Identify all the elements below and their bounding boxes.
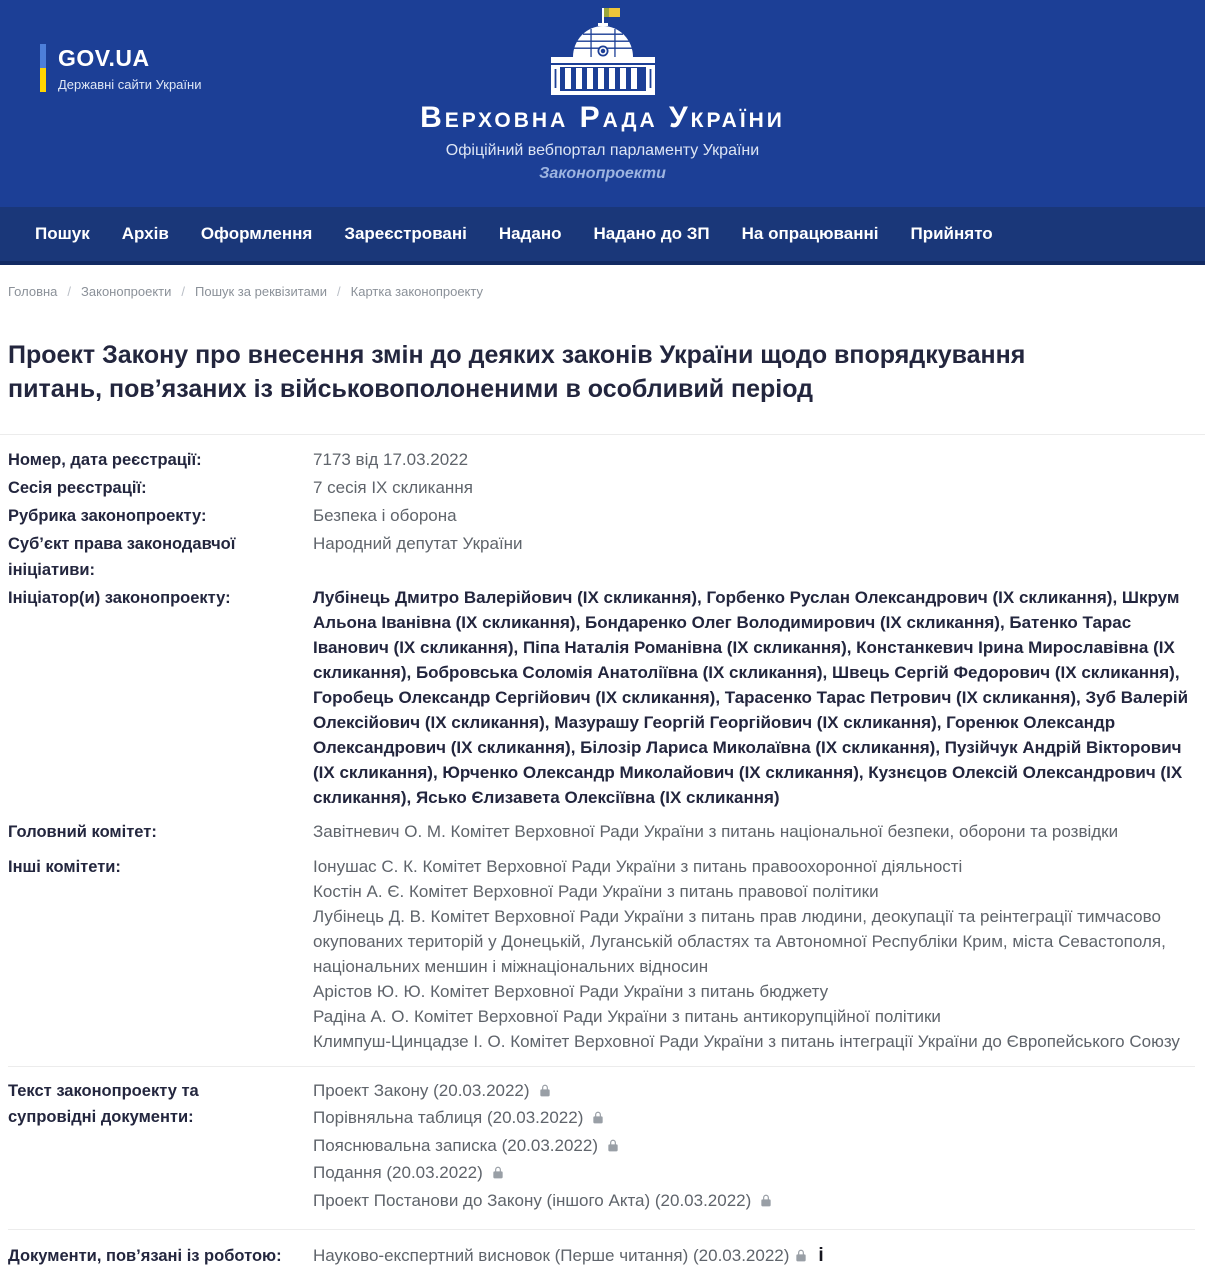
document-link-label: Проект Постанови до Закону (іншого Акта) (20.03.2022): [313, 1190, 752, 1210]
nav-item-arkhiv[interactable]: Архів: [121, 224, 169, 243]
breadcrumb-separator: /: [181, 284, 185, 299]
govua-subtitle: Державні сайти України: [58, 77, 202, 93]
committee-item: Лубінець Д. В. Комітет Верховної Ради України з питань прав людини, деокупації та реінтеграції тимчасово окупованих територій у Донецькій, Луганській областях та Автономної Республіки Крим, міста Севастополя, національних меншин і міжнаціональних відносин: [313, 906, 1166, 976]
row-documents: [8, 1066, 1195, 1217]
document-link-label: Порівняльна таблиця (20.03.2022): [313, 1108, 584, 1127]
lock-icon: [491, 1162, 505, 1188]
committee-item: Костін А. Є. Комітет Верховної Ради України з питань правової політики: [313, 881, 879, 901]
initiators-value: Лубінець Дмитро Валерійович (ІХ скликання), Горбенко Руслан Олександрович (ІХ скликання), Шкрум Альона Іванівна (ІХ скликання), Бондаренко Олег Володимирович (ІХ скликання), Батенко Тарас Іванович (ІХ скликання), Піпа Наталія Романівна (ІХ скликання), Констанкевич Ірина Мирославівна (ІХ скликання), Бобровська Соломія Анатоліївна (ІХ скликання), Швець Сергій Федорович (ІХ скликання), Горобець Олександр Сергійович (ІХ скликання), Тарасенко Тарас Петрович (ІХ скликання), Зуб Валерій Олексійович (ІХ скликання), Мазурашу Георгій Георгійович (ІХ скликання), Горенюк Олександр Олександрович (ІХ скликання), Білозір Лариса Миколаївна (ІХ скликання), Пузійчук Андрій Вікторович (ІХ скликання), Юрченко Олександр Миколайович (ІХ скликання), Кузнєцов Олексій Олександрович (ІХ скликання), Ясько Єлизавета Олексіївна (ІХ скликання): [313, 587, 1189, 807]
lock-icon: [591, 1107, 605, 1133]
related-documents-label: Документи, пов’язані із роботою:: [8, 1247, 282, 1265]
session-value: 7 сесія IX скликання: [313, 477, 473, 497]
committee-item: Радіна А. О. Комітет Верховної Ради України з питань антикорупційної політики: [313, 1006, 941, 1026]
site-header: [0, 0, 1205, 207]
breadcrumb-poshuk-za-rekvizytamy[interactable]: Пошук за реквізитами: [195, 284, 328, 299]
info-icon[interactable]: i: [818, 1245, 824, 1266]
row-rubric: [8, 502, 1195, 530]
document-link[interactable]: [313, 1160, 1195, 1188]
other-committees-list: [313, 854, 1195, 1054]
row-related-documents: [8, 1229, 1195, 1272]
subject-label: Суб’єкт права законодавчої ініціативи:: [8, 534, 236, 579]
row-session: [8, 474, 1195, 502]
subject-value: Народний депутат України: [313, 533, 523, 553]
document-link[interactable]: [313, 1133, 1195, 1161]
breadcrumb-separator: /: [67, 284, 72, 299]
document-link[interactable]: [313, 1188, 1195, 1216]
initiators-label: Ініціатор(и) законопроекту:: [8, 588, 231, 607]
breadcrumb-home[interactable]: Головна: [8, 284, 58, 299]
nav-item-oformlennia[interactable]: Оформлення: [200, 224, 313, 243]
nav-item-nadano[interactable]: Надано: [498, 224, 562, 243]
site-subtitle: Офіційний вебпортал парламенту України: [445, 142, 760, 159]
document-link-label: Проект Закону (20.03.2022): [313, 1080, 530, 1100]
committee-item: Арістов Ю. Ю. Комітет Верховної Ради України з питань бюджету: [313, 981, 829, 1001]
number-value: 7173 від 17.03.2022: [313, 449, 469, 469]
nav-item-nadano-do-zp[interactable]: Надано до ЗП: [593, 224, 710, 243]
section-label[interactable]: Законопроекти: [539, 165, 666, 182]
govua-title: GOV.UA: [58, 45, 150, 71]
breadcrumb-zakonoproekty[interactable]: Законопроекти: [81, 284, 172, 299]
number-label: Номер, дата реєстрації:: [8, 450, 202, 469]
documents-label: Текст законопроекту та супровідні документи:: [8, 1081, 199, 1126]
nav-item-na-opratsiuvanni[interactable]: На опрацюванні: [741, 224, 879, 243]
lock-icon: [794, 1245, 808, 1271]
breadcrumb: [0, 265, 1205, 299]
site-title[interactable]: Верховна Рада України: [420, 101, 785, 134]
document-link-label: Пояснювальна записка (20.03.2022): [313, 1135, 598, 1155]
row-initiators: [8, 584, 1195, 811]
page-title: Проект Закону про внесення змін до деяких законів України щодо впорядкування питань, пов’язаних із військовополоненими в особливий період: [8, 341, 1026, 403]
row-subject: [8, 530, 1195, 584]
row-main-committee: [8, 818, 1195, 846]
lock-icon: [538, 1080, 552, 1106]
related-document-link[interactable]: [313, 1243, 1195, 1271]
document-link-label: Подання (20.03.2022): [313, 1163, 483, 1182]
other-committees-label: Інші комітети:: [8, 857, 121, 876]
row-other-committees: [8, 853, 1195, 1055]
document-link-label: Науково-експертний висновок (Перше читання) (20.03.2022): [313, 1246, 790, 1265]
bill-details: [0, 434, 1205, 1280]
related-documents-list: [313, 1243, 1195, 1271]
committee-item: Іонушас С. К. Комітет Верховної Ради України з питань правоохоронної діяльності: [313, 856, 963, 876]
main-committee-value: Завітневич О. М. Комітет Верховної Ради України з питань національної безпеки, оборони та розвідки: [313, 821, 1119, 841]
breadcrumb-separator: /: [337, 284, 341, 299]
session-label: Сесія реєстрації:: [8, 478, 147, 497]
committee-item: Климпуш-Цинцадзе І. О. Комітет Верховної Ради України з питань інтеграції України до Європейського Союзу: [313, 1031, 1180, 1051]
main-nav: [0, 207, 1205, 265]
rubric-value: Безпека і оборона: [313, 505, 457, 525]
row-number: [8, 446, 1195, 474]
breadcrumb-kartka: Картка законопроекту: [350, 284, 483, 299]
parliament-building-icon[interactable]: [548, 5, 658, 97]
rubric-label: Рубрика законопроекту:: [8, 506, 207, 525]
nav-item-pryiniato[interactable]: Прийнято: [910, 224, 993, 243]
nav-item-poshuk[interactable]: Пошук: [35, 224, 90, 243]
lock-icon: [759, 1190, 773, 1216]
document-link[interactable]: [313, 1078, 1195, 1106]
document-link[interactable]: [313, 1105, 1195, 1133]
nav-item-zareiestrovani[interactable]: Зареєстровані: [344, 224, 467, 243]
site-brand: [0, 0, 1205, 183]
main-committee-label: Головний комітет:: [8, 822, 157, 841]
documents-list: [313, 1078, 1195, 1216]
lock-icon: [606, 1135, 620, 1161]
